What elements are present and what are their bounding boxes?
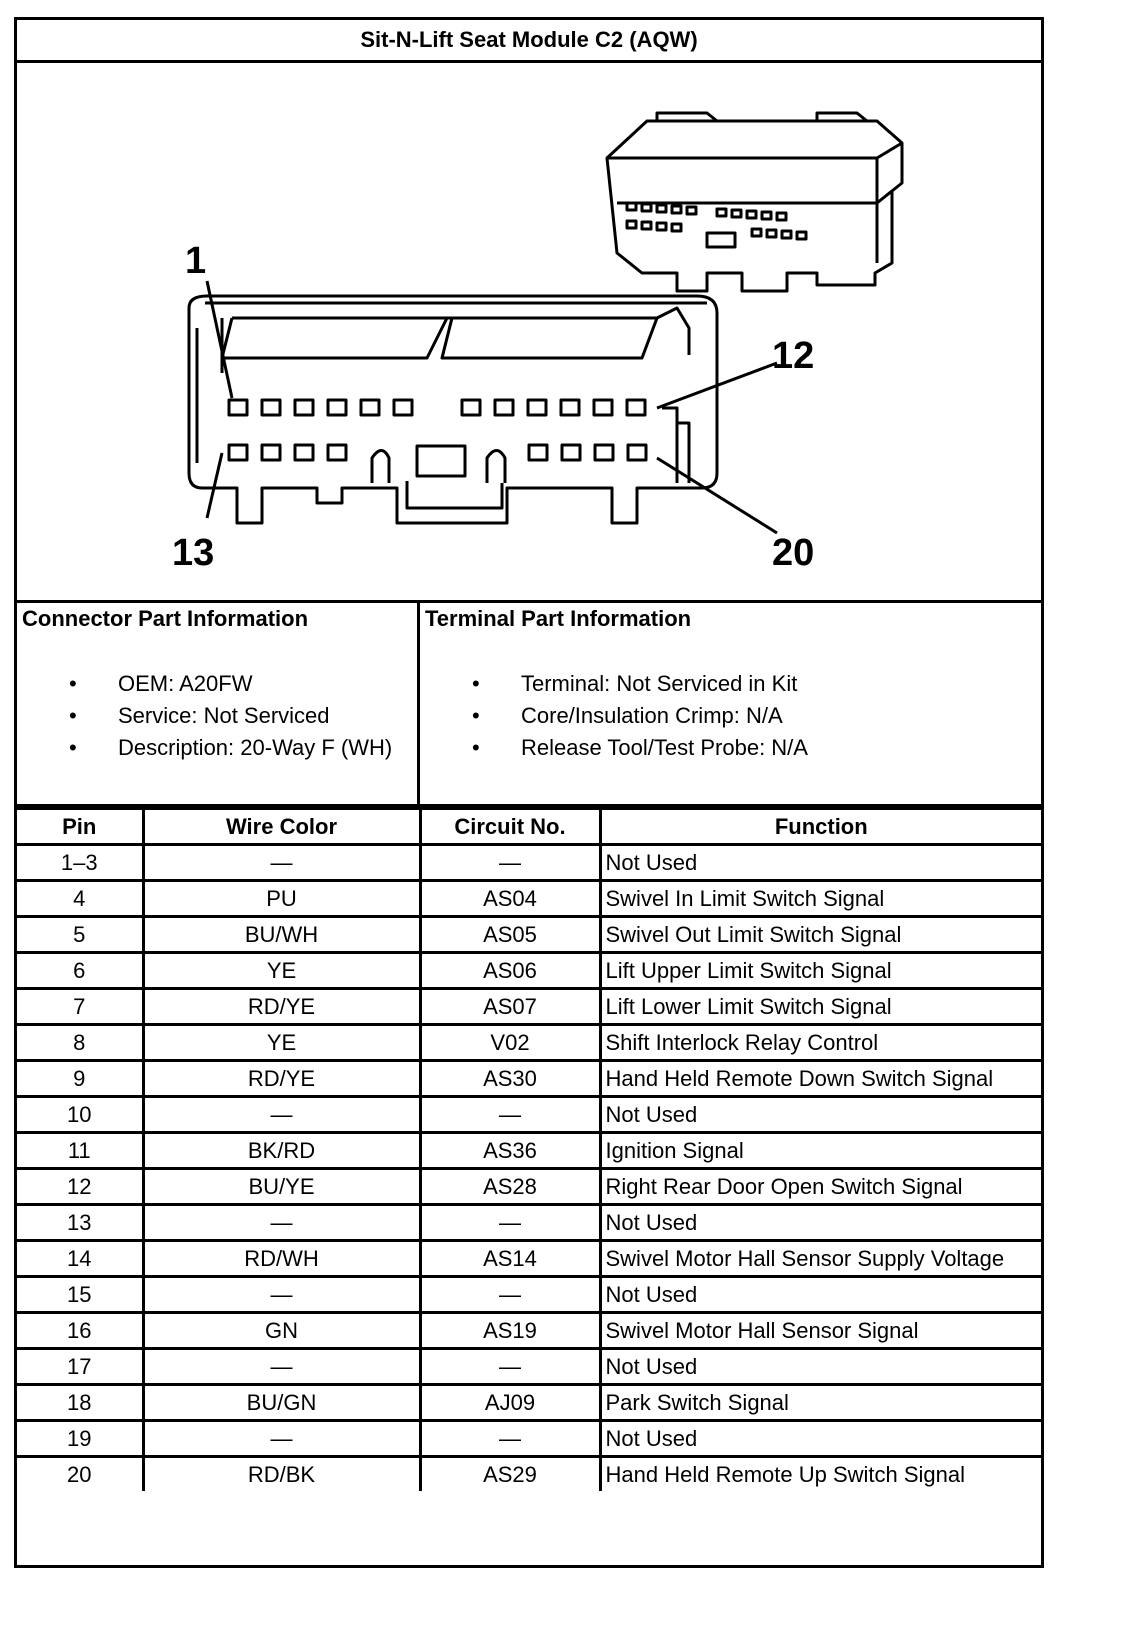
bullet-icon: • — [69, 671, 77, 696]
function-cell: Right Rear Door Open Switch Signal — [600, 1169, 1041, 1205]
pin-cavity — [657, 205, 666, 212]
pin-cavity — [328, 445, 346, 460]
pin-cell: 12 — [17, 1169, 143, 1205]
table-row — [17, 1277, 1041, 1313]
terminal-info-heading: Terminal Part Information — [425, 606, 692, 631]
column-header-wire-color: Wire Color — [143, 809, 420, 845]
connector-info-oem: OEM: A20FW — [118, 671, 253, 696]
connector-face-drawing — [17, 63, 1041, 600]
connector-info-description: Description: 20-Way F (WH) — [118, 735, 393, 760]
table-row — [17, 1241, 1041, 1277]
table-row — [17, 1349, 1041, 1385]
list-item — [17, 736, 392, 768]
circuit-cell: — — [420, 1205, 600, 1241]
pin-12-label: 12 — [772, 335, 815, 377]
function-cell: Swivel Motor Hall Sensor Signal — [600, 1313, 1041, 1349]
wire-color-cell: BU/YE — [143, 1169, 420, 1205]
pin-cavity — [752, 229, 761, 236]
pin-cell: 7 — [17, 989, 143, 1025]
connector-isometric-view — [607, 113, 902, 291]
pin-cavity — [262, 445, 280, 460]
pin-cavity — [529, 445, 547, 460]
table-row — [17, 1097, 1041, 1133]
pin-cell: 18 — [17, 1385, 143, 1421]
wire-color-cell: — — [143, 1421, 420, 1457]
circuit-cell: AS14 — [420, 1241, 600, 1277]
wire-color-cell: GN — [143, 1313, 420, 1349]
table-row — [17, 1205, 1041, 1241]
pin-cavity — [767, 230, 776, 237]
list-item — [17, 672, 392, 704]
table-header-row — [17, 809, 1041, 845]
wire-color-cell: — — [143, 1097, 420, 1133]
wire-color-cell: RD/BK — [143, 1457, 420, 1492]
pin-cell: 13 — [17, 1205, 143, 1241]
circuit-cell: AS19 — [420, 1313, 600, 1349]
circuit-cell: V02 — [420, 1025, 600, 1061]
pin-cell: 16 — [17, 1313, 143, 1349]
table-row — [17, 1313, 1041, 1349]
pin-cavity — [528, 400, 546, 415]
pin-cell: 4 — [17, 881, 143, 917]
pin-13-label: 13 — [172, 532, 215, 574]
circuit-cell: AS06 — [420, 953, 600, 989]
terminal-info-tool: Release Tool/Test Probe: N/A — [521, 735, 808, 760]
function-cell: Not Used — [600, 845, 1041, 881]
circuit-cell: — — [420, 1277, 600, 1313]
pin-cavity — [777, 213, 786, 220]
pin-cavity — [642, 222, 651, 229]
pin-cavity — [627, 221, 636, 228]
pin-cell: 19 — [17, 1421, 143, 1457]
pin-cavity — [732, 210, 741, 217]
pin-cavity — [627, 203, 636, 210]
circuit-cell: — — [420, 1097, 600, 1133]
pinout-table-body — [17, 845, 1041, 1492]
pin-cavity — [657, 223, 666, 230]
front-face-pins — [229, 400, 646, 460]
table-row — [17, 1421, 1041, 1457]
terminal-info-terminal: Terminal: Not Serviced in Kit — [521, 671, 798, 696]
circuit-cell: AS05 — [420, 917, 600, 953]
function-cell: Hand Held Remote Up Switch Signal — [600, 1457, 1041, 1492]
pin-cell: 9 — [17, 1061, 143, 1097]
connector-front-face — [189, 296, 717, 523]
wire-color-cell: — — [143, 845, 420, 881]
function-cell: Hand Held Remote Down Switch Signal — [600, 1061, 1041, 1097]
circuit-cell: AS36 — [420, 1133, 600, 1169]
pinout-table — [17, 807, 1041, 1491]
wire-color-cell: RD/YE — [143, 1061, 420, 1097]
pin-cavity — [361, 400, 379, 415]
pin-cell: 10 — [17, 1097, 143, 1133]
circuit-cell: AS07 — [420, 989, 600, 1025]
table-row — [17, 989, 1041, 1025]
circuit-cell: — — [420, 1421, 600, 1457]
function-cell: Not Used — [600, 1349, 1041, 1385]
connector-sheet — [14, 17, 1044, 1568]
pin-cavity — [672, 206, 681, 213]
pin-cavity — [797, 232, 806, 239]
function-cell: Not Used — [600, 1205, 1041, 1241]
list-item — [17, 704, 392, 736]
part-information — [17, 600, 1041, 807]
pin-cavity — [594, 400, 612, 415]
pin-cavity — [595, 445, 613, 460]
wire-color-cell: — — [143, 1349, 420, 1385]
connector-part-information — [17, 600, 420, 804]
pin-cavity — [394, 400, 412, 415]
bullet-icon: • — [472, 703, 480, 728]
connector-info-service: Service: Not Serviced — [118, 703, 330, 728]
pin-cavity — [717, 209, 726, 216]
pin-cavity — [495, 400, 513, 415]
pin-cell: 14 — [17, 1241, 143, 1277]
column-header-function: Function — [600, 809, 1041, 845]
wire-color-cell: — — [143, 1205, 420, 1241]
bullet-icon: • — [472, 735, 480, 760]
pin-cavity — [642, 204, 651, 211]
function-cell: Not Used — [600, 1277, 1041, 1313]
circuit-cell: AS04 — [420, 881, 600, 917]
column-header-pin: Pin — [17, 809, 143, 845]
wire-color-cell: YE — [143, 953, 420, 989]
wire-color-cell: RD/YE — [143, 989, 420, 1025]
pin-cell: 20 — [17, 1457, 143, 1492]
pin-cavity — [262, 400, 280, 415]
wire-color-cell: — — [143, 1277, 420, 1313]
connector-info-list — [17, 672, 392, 768]
bullet-icon: • — [69, 735, 77, 760]
pin-cavity — [295, 445, 313, 460]
list-item — [420, 736, 808, 768]
pin-cavity — [782, 231, 791, 238]
pin-cavity — [628, 445, 646, 460]
bullet-icon: • — [472, 671, 480, 696]
pin-cavity — [562, 445, 580, 460]
pin-cell: 17 — [17, 1349, 143, 1385]
function-cell: Not Used — [600, 1421, 1041, 1457]
function-cell: Lift Lower Limit Switch Signal — [600, 989, 1041, 1025]
pin-cell: 5 — [17, 917, 143, 953]
pin-cell: 1–3 — [17, 845, 143, 881]
pin-cavity — [687, 207, 696, 214]
list-item — [420, 672, 808, 704]
pin-cavity — [462, 400, 480, 415]
table-row — [17, 845, 1041, 881]
pin-cavity — [627, 400, 645, 415]
wire-color-cell: YE — [143, 1025, 420, 1061]
function-cell: Not Used — [600, 1097, 1041, 1133]
pin-cavity — [747, 211, 756, 218]
pin-cell: 8 — [17, 1025, 143, 1061]
pin-20-label: 20 — [772, 532, 815, 574]
pin-cavity — [295, 400, 313, 415]
table-row — [17, 1133, 1041, 1169]
circuit-cell: AJ09 — [420, 1385, 600, 1421]
pin-cell: 15 — [17, 1277, 143, 1313]
table-row — [17, 1061, 1041, 1097]
function-cell: Swivel Out Limit Switch Signal — [600, 917, 1041, 953]
circuit-cell: — — [420, 1349, 600, 1385]
terminal-info-crimp: Core/Insulation Crimp: N/A — [521, 703, 783, 728]
pin-cell: 6 — [17, 953, 143, 989]
function-cell: Lift Upper Limit Switch Signal — [600, 953, 1041, 989]
table-row — [17, 1385, 1041, 1421]
terminal-info-list — [420, 672, 808, 768]
connector-info-heading: Connector Part Information — [22, 606, 309, 631]
circuit-cell: AS30 — [420, 1061, 600, 1097]
function-cell: Ignition Signal — [600, 1133, 1041, 1169]
table-row — [17, 881, 1041, 917]
table-row — [17, 917, 1041, 953]
column-header-circuit: Circuit No. — [420, 809, 600, 845]
pin-cavity — [229, 445, 247, 460]
function-cell: Swivel Motor Hall Sensor Supply Voltage — [600, 1241, 1041, 1277]
circuit-cell: AS28 — [420, 1169, 600, 1205]
function-cell: Shift Interlock Relay Control — [600, 1025, 1041, 1061]
table-row — [17, 953, 1041, 989]
page-title: Sit-N-Lift Seat Module C2 (AQW) — [17, 20, 1041, 63]
wire-color-cell: BU/WH — [143, 917, 420, 953]
pin-cavity — [328, 400, 346, 415]
function-cell: Park Switch Signal — [600, 1385, 1041, 1421]
wire-color-cell: BK/RD — [143, 1133, 420, 1169]
wire-color-cell: RD/WH — [143, 1241, 420, 1277]
pin-13-leader — [207, 453, 222, 518]
wire-color-cell: PU — [143, 881, 420, 917]
pin-cavity — [762, 212, 771, 219]
table-row — [17, 1457, 1041, 1492]
pin-1-leader — [207, 281, 232, 398]
wire-color-cell: BU/GN — [143, 1385, 420, 1421]
pin-1-label: 1 — [185, 240, 207, 282]
circuit-cell: AS29 — [420, 1457, 600, 1492]
table-row — [17, 1025, 1041, 1061]
terminal-part-information — [420, 600, 1041, 804]
table-row — [17, 1169, 1041, 1205]
list-item — [420, 704, 808, 736]
pin-cavity — [561, 400, 579, 415]
pin-cavity — [229, 400, 247, 415]
connector-diagram — [17, 63, 1041, 603]
bullet-icon: • — [69, 703, 77, 728]
circuit-cell: — — [420, 845, 600, 881]
pin-cell: 11 — [17, 1133, 143, 1169]
pin-cavity — [672, 224, 681, 231]
function-cell: Swivel In Limit Switch Signal — [600, 881, 1041, 917]
